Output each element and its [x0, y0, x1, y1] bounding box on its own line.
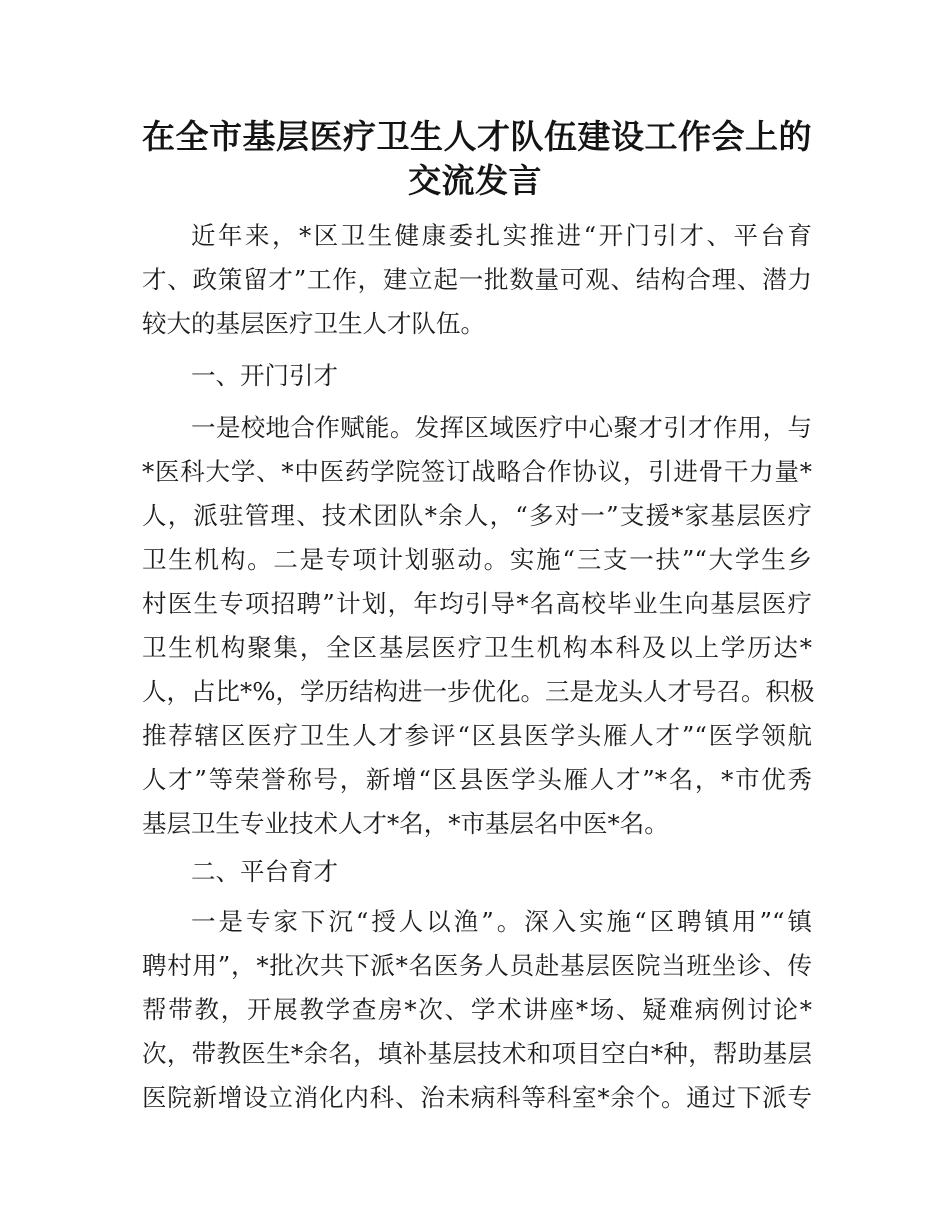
section-2-paragraph: [142, 900, 812, 1120]
paragraph-line: 帮带教，开展教学查房*次、学术讲座*场、疑难病例讨论*: [142, 995, 812, 1024]
paragraph-line: 村医生专项招聘”计划，年均引导*名高校毕业生向基层医疗: [142, 589, 812, 618]
paragraph-line: 医院新增设立消化内科、治未病科等科室*余个。通过下派专: [142, 1083, 812, 1112]
section-heading-text: 一、开门引才: [191, 361, 338, 390]
section-1-paragraph: [142, 406, 815, 846]
paragraph-line: *医科大学、*中医药学院签订战略合作协议，引进骨干力量*: [142, 457, 812, 486]
title-line-2: 交流发言: [408, 161, 542, 200]
paragraph-line: 基层卫生专业技术人才*名，*市基层名中医*名。: [142, 809, 669, 838]
paragraph-line: 近年来，*区卫生健康委扎实推进“开门引才、平台育: [191, 221, 812, 250]
paragraph-line: 聘村用”，*批次共下派*名医务人员赴基层医院当班坐诊、传: [142, 951, 812, 980]
paragraph-line: 人，占比*%，学历结构进一步优化。三是龙头人才号召。积极: [142, 677, 815, 706]
section-heading-1: [142, 354, 812, 398]
document-title: [142, 112, 812, 200]
paragraph-line: 一是校地合作赋能。发挥区域医疗中心聚才引才作用，与: [191, 413, 812, 442]
paragraph-line: 较大的基层医疗卫生人才队伍。: [142, 309, 485, 338]
paragraph-line: 卫生机构聚集，全区基层医疗卫生机构本科及以上学历达*: [142, 633, 812, 662]
paragraph-line: 人才”等荣誉称号，新增“区县医学头雁人才”*名，*市优秀: [142, 765, 812, 794]
paragraph-line: 人，派驻管理、技术团队*余人，“多对一”支援*家基层医疗: [142, 501, 812, 530]
paragraph-line: 卫生机构。二是专项计划驱动。实施“三支一扶”“大学生乡: [142, 545, 812, 574]
paragraph-line: 推荐辖区医疗卫生人才参评“区县医学头雁人才”“医学领航: [142, 721, 812, 750]
paragraph-line: 次，带教医生*余名，填补基层技术和项目空白*种，帮助基层: [142, 1039, 812, 1068]
paragraph-line: 才、政策留才”工作，建立起一批数量可观、结构合理、潜力: [142, 265, 812, 294]
title-line-1: 在全市基层医疗卫生人才队伍建设工作会上的: [142, 117, 812, 156]
section-heading-2: [142, 850, 812, 894]
intro-paragraph: [142, 214, 812, 346]
section-heading-text: 二、平台育才: [191, 857, 338, 886]
paragraph-line: 一是专家下沉“授人以渔”。深入实施“区聘镇用”“镇: [191, 907, 812, 936]
